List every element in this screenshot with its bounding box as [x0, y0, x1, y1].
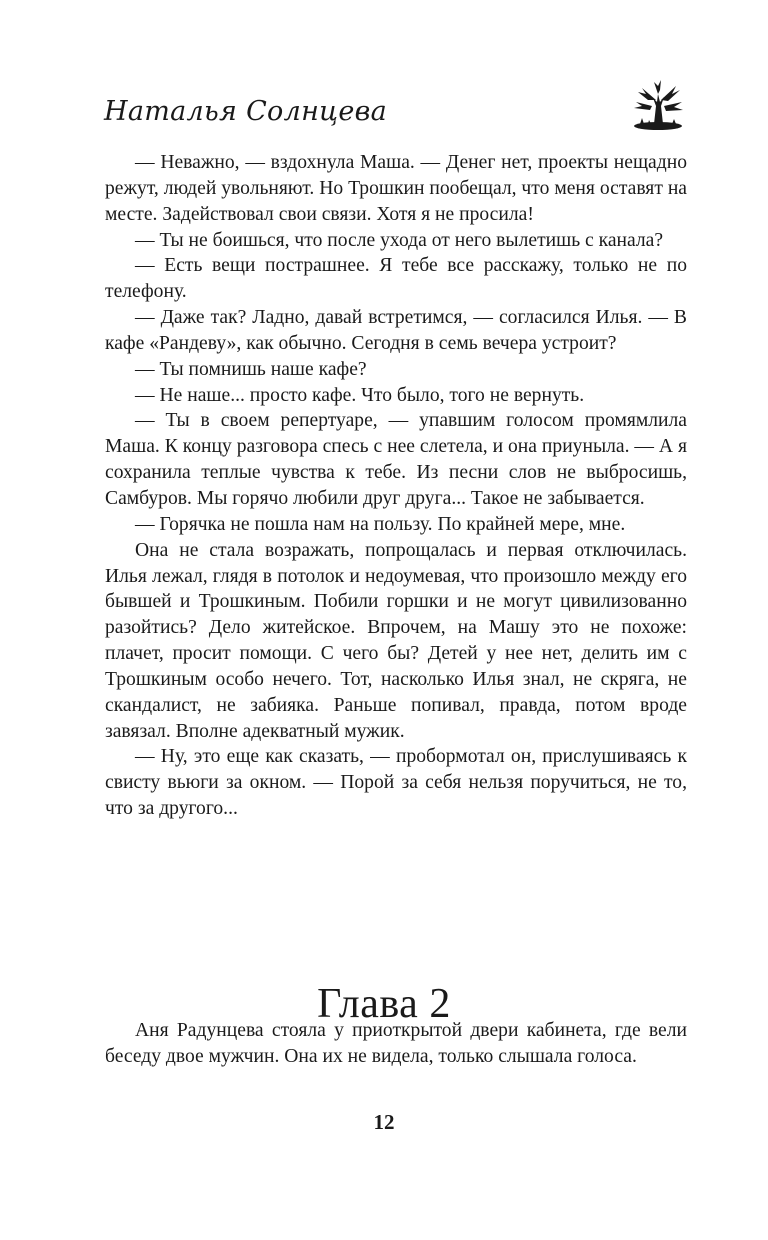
paragraph: Она не стала возражать, попрощалась и первая отключилась. Илья лежал, глядя в потолок и недоумевая, что произошло между его бывшей и Трошкиным. Побили горшки и не могут цивилизованно разойтись? Дело житейское. Впрочем, на Машу это не похоже: плачет, просит помощи. С чего бы? Детей у нее нет, делить им с Трошкиным особо нечего. Тот, насколько Илья знал, не скряга, не скандалист, не забияка. Раньше попивал, правда, потом вроде завязал. Вполне адекватный мужик. — [105, 539, 687, 742]
main-text — [105, 150, 687, 822]
paragraph: — Ты не боишься, что после ухода от него вылетишь с канала? — [135, 229, 664, 251]
paragraph: Аня Радунцева стояла у приоткрытой двери кабинета, где вели беседу двое мужчин. Она их не видела, только слышала голоса. — [105, 1020, 687, 1067]
chapter-title: Глава 2 — [317, 980, 451, 1027]
paragraph: — Неважно, — вздохнула Маша. — Денег нет, проекты нещадно режут, людей увольняют. Но Трошкин пообещал, что меня оставят на месте. Задействовал свои связи. Хотя я не просила! — [105, 152, 687, 225]
paragraph: — Есть вещи пострашнее. Я тебе все расскажу, только не по телефону. — [105, 255, 687, 303]
running-head-author: Наталья Солнцева — [104, 96, 388, 127]
page-number: 12 — [373, 1110, 395, 1134]
paragraph: — Ты помнишь наше кафе? — [135, 358, 367, 380]
tree-logo-icon — [628, 76, 688, 132]
paragraph: — Не наше... просто кафе. Что было, того не вернуть. — [135, 384, 585, 406]
chapter-text — [105, 1018, 687, 1070]
paragraph: — Горячка не пошла нам на пользу. По крайней мере, мне. — [135, 513, 626, 535]
paragraph: — Даже так? Ладно, давай встретимся, — согласился Илья. — В кафе «Рандеву», как обычно. Сегодня в семь вечера устроит? — [105, 307, 687, 354]
paragraph: — Ну, это еще как сказать, — пробормотал он, прислушиваясь к свисту вьюги за окном. — Порой за себя нельзя поручиться, не то, что за другого... — [105, 746, 687, 820]
paragraph: — Ты в своем репертуаре, — упавшим голосом промямлила Маша. К концу разговора спесь с нее слетела, и она приуныла. — А я сохранила теплые чувства к тебе. Из песни слов не выбросишь, Самбуров. Мы горячо любили друг друга... Такое не забывается. — [105, 410, 687, 509]
